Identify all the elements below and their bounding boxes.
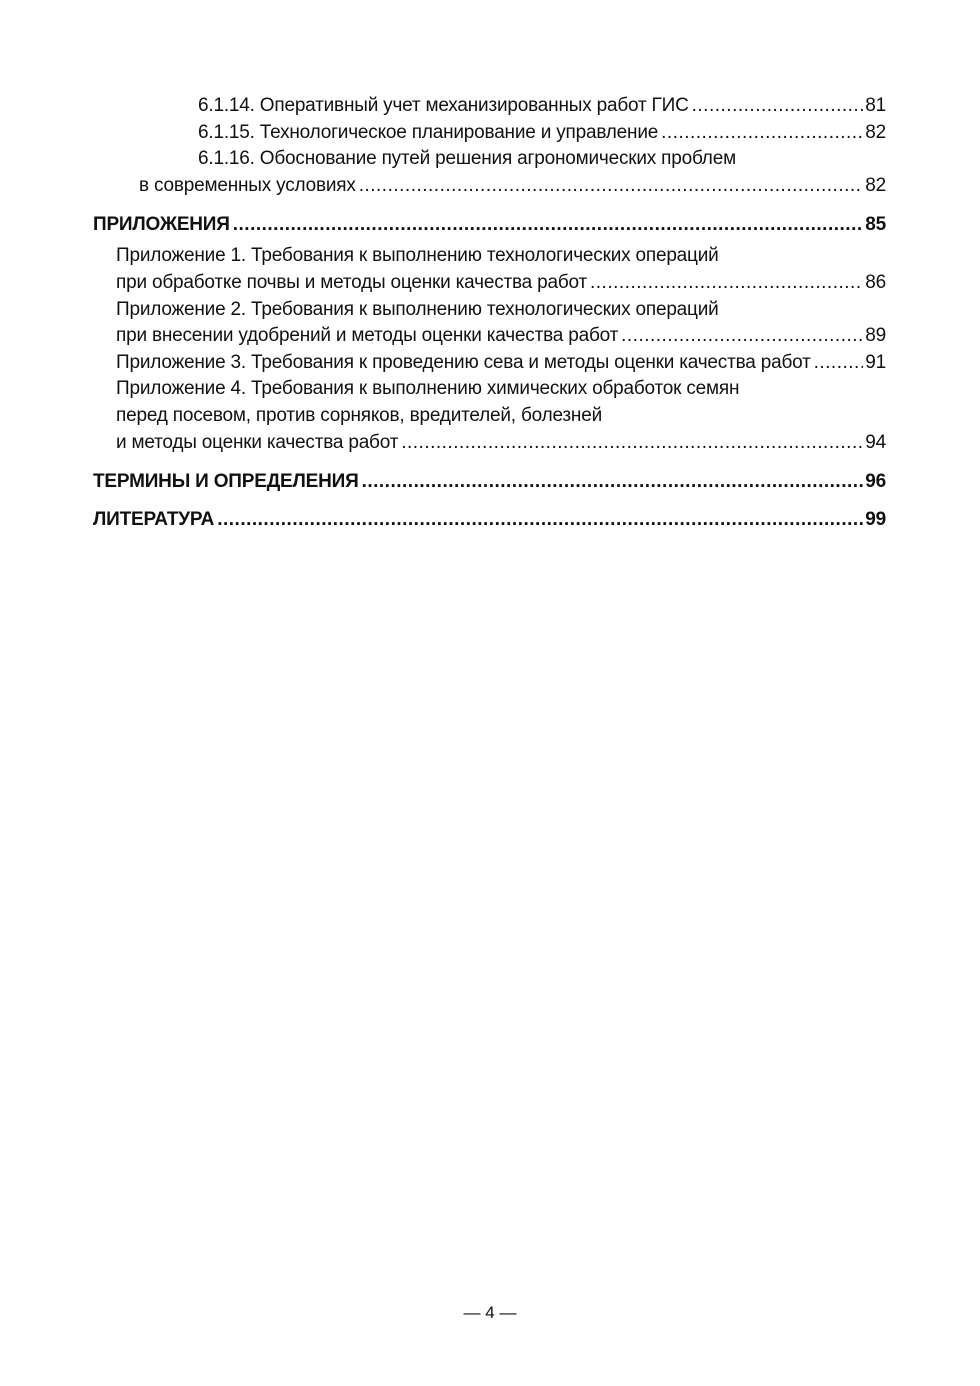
toc-entry-title: 6.1.16. Обоснование путей решения агрономических проблем (198, 148, 736, 170)
toc-entry-title: и методы оценки качества работ (116, 431, 399, 453)
toc-entry-page: 86 (865, 271, 886, 293)
dot-leader (590, 270, 863, 297)
toc-heading-title: ПРИЛОЖЕНИЯ (93, 214, 230, 236)
toc-entry-page: 89 (865, 325, 886, 347)
toc-entry-title: при обработке почвы и методы оценки качества работ (116, 271, 587, 293)
toc-entry-page: 82 (865, 121, 886, 143)
toc-entry-title: 6.1.15. Технологическое планирование и управление (198, 121, 659, 143)
toc-heading-terms[interactable] (93, 464, 886, 500)
toc-entry-6-1-14[interactable] (93, 93, 886, 120)
toc-heading-page: 85 (865, 214, 886, 236)
dot-leader (692, 93, 864, 120)
toc-entry-6-1-16-line2[interactable] (93, 173, 886, 200)
toc-appendix-4-line3[interactable] (93, 430, 886, 457)
toc-appendix-4-line2[interactable] (93, 403, 886, 430)
toc-heading-page: 96 (865, 471, 886, 493)
toc-entry-title: Приложение 1. Требования к выполнению технологических операций (116, 245, 719, 267)
dot-leader (233, 207, 864, 243)
toc-entry-page: 81 (865, 95, 886, 116)
toc-heading-page: 99 (865, 509, 886, 531)
toc-appendix-2-line1[interactable] (93, 297, 886, 324)
page-number: — 4 — (463, 1303, 517, 1322)
toc-appendix-2-line2[interactable] (93, 323, 886, 350)
toc-appendix-1-line1[interactable] (93, 243, 886, 270)
toc-heading-title: ТЕРМИНЫ И ОПРЕДЕЛЕНИЯ (93, 471, 359, 493)
dot-leader (359, 173, 864, 200)
toc-entry-title: перед посевом, против сорняков, вредителей, болезней (116, 404, 603, 426)
dot-leader (621, 323, 863, 350)
toc-entry-6-1-16-line1[interactable] (93, 146, 886, 173)
dot-leader (401, 430, 863, 457)
dot-leader (661, 120, 863, 147)
dot-leader (814, 350, 864, 377)
toc-heading-literature[interactable] (93, 502, 886, 538)
toc-entry-title: в современных условиях (139, 174, 356, 196)
table-of-contents (93, 93, 886, 538)
toc-appendix-3[interactable] (93, 350, 886, 377)
dot-leader (362, 464, 864, 500)
toc-entry-page: 94 (865, 431, 886, 453)
toc-entry-title: Приложение 3. Требования к проведению сева и методы оценки качества работ (116, 351, 811, 373)
dot-leader (217, 502, 863, 538)
toc-entry-page: 91 (865, 351, 886, 373)
toc-heading-appendices[interactable] (93, 207, 886, 243)
toc-entry-title: 6.1.14. Оперативный учет механизированных работ ГИС (198, 95, 689, 116)
toc-entry-title: Приложение 2. Требования к выполнению технологических операций (116, 298, 719, 320)
toc-entry-6-1-15[interactable] (93, 120, 886, 147)
toc-appendix-4-line1[interactable] (93, 376, 886, 403)
toc-heading-title: ЛИТЕРАТУРА (93, 509, 215, 531)
toc-entry-title: при внесении удобрений и методы оценки качества работ (116, 325, 619, 347)
toc-entry-page: 82 (865, 174, 886, 196)
toc-entry-title: Приложение 4. Требования к выполнению химических обработок семян (116, 378, 740, 400)
toc-appendix-1-line2[interactable] (93, 270, 886, 297)
